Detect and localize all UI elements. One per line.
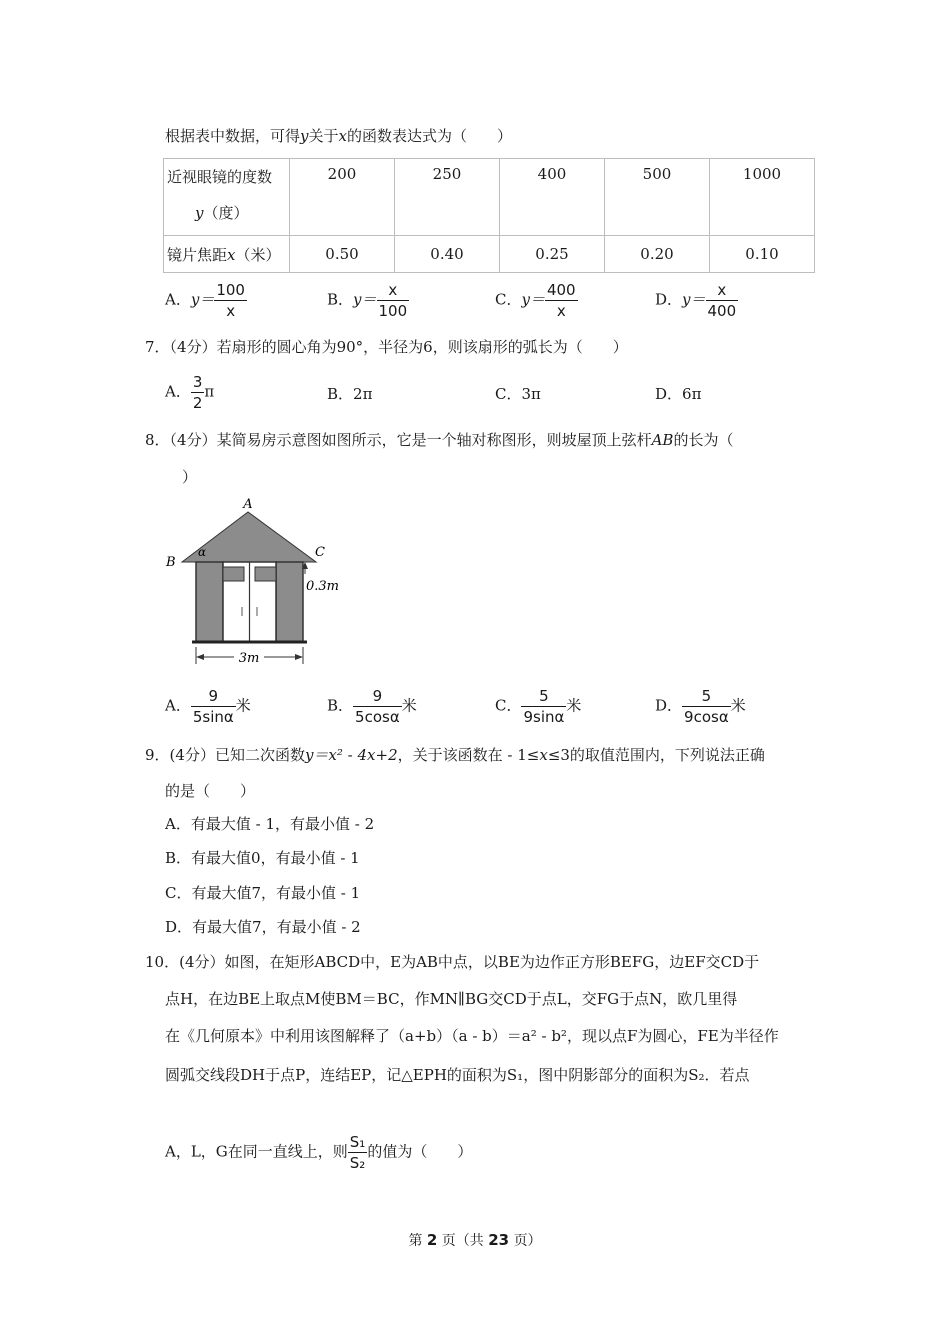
q8-option-a[interactable]: A． $\frac{9}{5\sin\alpha}$ 米 [165, 687, 251, 726]
label-width: 3m [238, 651, 260, 666]
table-row-label: 近视眼镜的度数 y（度） [164, 159, 290, 236]
table-cell: 0.20 [605, 236, 710, 273]
q6-option-b[interactable]: B．y＝ $\frac{x}{100}$ [327, 281, 408, 320]
q6-option-c[interactable]: C．y＝ $\frac{400}{x}$ [495, 281, 576, 320]
label-a: A [243, 497, 253, 512]
q9-option-d[interactable]: D．有最大值7，有最小值 - 2 [165, 918, 361, 936]
q8-option-b[interactable]: B． $\frac{9}{5\cos\alpha}$ 米 [327, 687, 417, 726]
q9-stem: 9．(4分）已知二次函数y＝x² - 4x+2，关于该函数在 - 1≤x≤3的取值范围内，下列说法正确 [145, 746, 765, 764]
question-intro: 根据表中数据，可得y关于x的函数表达式为（ ） [165, 127, 512, 145]
q10-line-4: 圆弧交线段DH于点P，连结EP，记△EPH的面积为S₁，图中阴影部分的面积为S₂．若点 [165, 1066, 750, 1084]
table-cell: 0.25 [500, 236, 605, 273]
q7-option-d[interactable]: D．6π [655, 385, 702, 403]
q10-line-2: 点H，在边BE上取点M使BM＝BC，作MN∥BG交CD于点L，交FG于点N，欧几里得 [165, 990, 738, 1008]
q7-option-a[interactable]: A． $\frac{3}{2}$ π [165, 373, 215, 412]
q10-line-3: 在《几何原本》中利用该图解释了（a+b）（a - b）＝a² - b²，现以点F为圆心，FE为半径作 [165, 1027, 779, 1045]
q9-option-c[interactable]: C．有最大值7，有最小值 - 1 [165, 884, 361, 902]
q6-option-d[interactable]: D．y＝ $\frac{x}{400}$ [655, 281, 737, 320]
label-height: 0.3m [306, 579, 340, 594]
table-cell: 1000 [710, 159, 815, 236]
table-cell: 200 [290, 159, 395, 236]
q9-option-a[interactable]: A．有最大值 - 1，有最小值 - 2 [165, 815, 375, 833]
q7-option-c[interactable]: C．3π [495, 385, 541, 403]
q7-option-b[interactable]: B．2π [327, 385, 373, 403]
table-cell: 0.50 [290, 236, 395, 273]
q8-stem-close: ） [182, 468, 198, 486]
q6-option-a[interactable]: A．y＝ $\frac{100}{x}$ [165, 281, 245, 320]
page-footer: 第 2 页（共 23 页） [408, 1231, 542, 1249]
table-row-label: 镜片焦距x（米） [164, 236, 290, 273]
table-cell: 500 [605, 159, 710, 236]
house-figure [160, 492, 350, 672]
label-b: B [166, 555, 176, 570]
table-cell: 0.40 [395, 236, 500, 273]
table-cell: 400 [500, 159, 605, 236]
q8-option-c[interactable]: C． $\frac{5}{9\sin\alpha}$ 米 [495, 687, 582, 726]
q7-stem: 7．（4分）若扇形的圆心角为90°，半径为6，则该扇形的弧长为（ ） [145, 338, 628, 356]
q9-option-b[interactable]: B．有最大值0，有最小值 - 1 [165, 849, 360, 867]
table-cell: 250 [395, 159, 500, 236]
q10-line-1: 10．(4分）如图，在矩形ABCD中，E为AB中点，以BE为边作正方形BEFG，边EF交CD于 [145, 953, 760, 971]
q10-line-5: A，L，G在同一直线上，则 $\frac{\text{S₁}}{\text{S₂}}$ 的值为（ ） [165, 1133, 473, 1172]
label-alpha: α [198, 545, 207, 559]
q8-option-d[interactable]: D． $\frac{5}{9\cos\alpha}$ 米 [655, 687, 746, 726]
q8-stem: 8．（4分）某简易房示意图如图所示，它是一个轴对称图形，则坡屋顶上弦杆AB的长为（ [145, 431, 734, 449]
q9-stem-end: 的是（ ） [165, 782, 256, 800]
label-c: C [315, 545, 325, 560]
table-cell: 0.10 [710, 236, 815, 273]
data-table [163, 158, 815, 273]
